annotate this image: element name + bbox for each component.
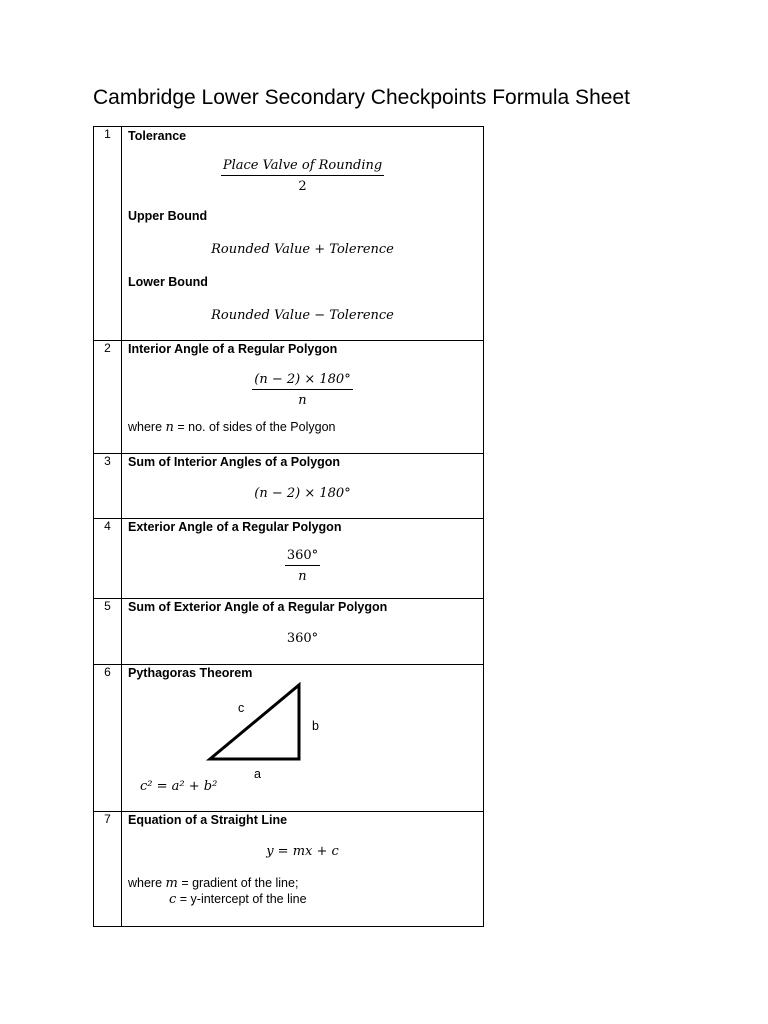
interior-angle-formula <box>122 372 483 408</box>
formula-note <box>128 420 335 435</box>
row-number: 3 <box>94 454 122 519</box>
fraction <box>221 158 384 194</box>
table-row <box>94 454 484 519</box>
fraction-denominator: n <box>298 393 307 408</box>
row-number: 1 <box>94 127 122 341</box>
note-text: = gradient of the line; <box>177 876 299 890</box>
row-content <box>122 454 484 519</box>
side-label-b: b <box>312 719 319 733</box>
row-heading: Sum of Interior Angles of a Polygon <box>128 455 341 469</box>
sum-exterior-formula: 360° <box>286 631 319 646</box>
row-heading: Interior Angle of a Regular Polygon <box>128 342 338 356</box>
row-content <box>122 127 484 341</box>
row-content <box>122 341 484 454</box>
note-text: = y-intercept of the line <box>176 892 307 906</box>
side-label-a: a <box>254 767 261 781</box>
fraction-denominator: n <box>298 569 307 584</box>
fraction-numerator: 360° <box>285 548 320 566</box>
row-heading: Sum of Exterior Angle of a Regular Polygon <box>128 600 388 614</box>
row-heading: Exterior Angle of a Regular Polygon <box>128 520 342 534</box>
row-number: 7 <box>94 812 122 927</box>
side-label-c: c <box>238 701 245 715</box>
right-triangle-diagram <box>206 681 316 763</box>
note-text: where <box>128 876 166 890</box>
fraction <box>285 548 320 584</box>
tolerance-formula <box>122 158 483 194</box>
table-row <box>94 599 484 665</box>
sub-heading: Upper Bound <box>128 209 208 223</box>
row-number: 5 <box>94 599 122 665</box>
row-number: 4 <box>94 519 122 599</box>
table-row <box>94 665 484 812</box>
sub-heading: Lower Bound <box>128 275 208 289</box>
formula-table <box>93 126 484 927</box>
table-row <box>94 341 484 454</box>
fraction-denominator: 2 <box>298 179 307 194</box>
fraction-numerator: Place Valve of Rounding <box>221 158 384 176</box>
pythagoras-formula: c² = a² + b² <box>140 779 218 794</box>
right-triangle <box>210 685 299 759</box>
row-content <box>122 599 484 665</box>
note-text: = no. of sides of the Polygon <box>173 420 336 434</box>
table-row <box>94 812 484 927</box>
exterior-angle-formula <box>122 548 483 584</box>
row-heading: Tolerance <box>128 129 187 143</box>
fraction-numerator: (n − 2) × 180° <box>252 372 352 390</box>
note-variable: c <box>169 892 177 907</box>
row-number: 2 <box>94 341 122 454</box>
formula-note <box>128 876 298 891</box>
fraction <box>252 372 352 408</box>
row-content <box>122 665 484 812</box>
row-heading: Equation of a Straight Line <box>128 813 288 827</box>
formula-note <box>169 892 307 907</box>
row-number: 6 <box>94 665 122 812</box>
table-row <box>94 127 484 341</box>
lower-bound-formula: Rounded Value − Tolerence <box>211 308 394 323</box>
row-heading: Pythagoras Theorem <box>128 666 253 680</box>
table-row <box>94 519 484 599</box>
note-variable: n <box>165 420 174 435</box>
note-text: where <box>128 420 166 434</box>
sum-interior-formula: (n − 2) × 180° <box>254 486 351 501</box>
note-variable: m <box>165 876 178 891</box>
straight-line-formula: y = mx + c <box>266 844 339 859</box>
row-content <box>122 519 484 599</box>
upper-bound-formula: Rounded Value + Tolerence <box>211 242 394 257</box>
row-content <box>122 812 484 927</box>
page-title: Cambridge Lower Secondary Checkpoints Formula Sheet <box>93 86 630 109</box>
